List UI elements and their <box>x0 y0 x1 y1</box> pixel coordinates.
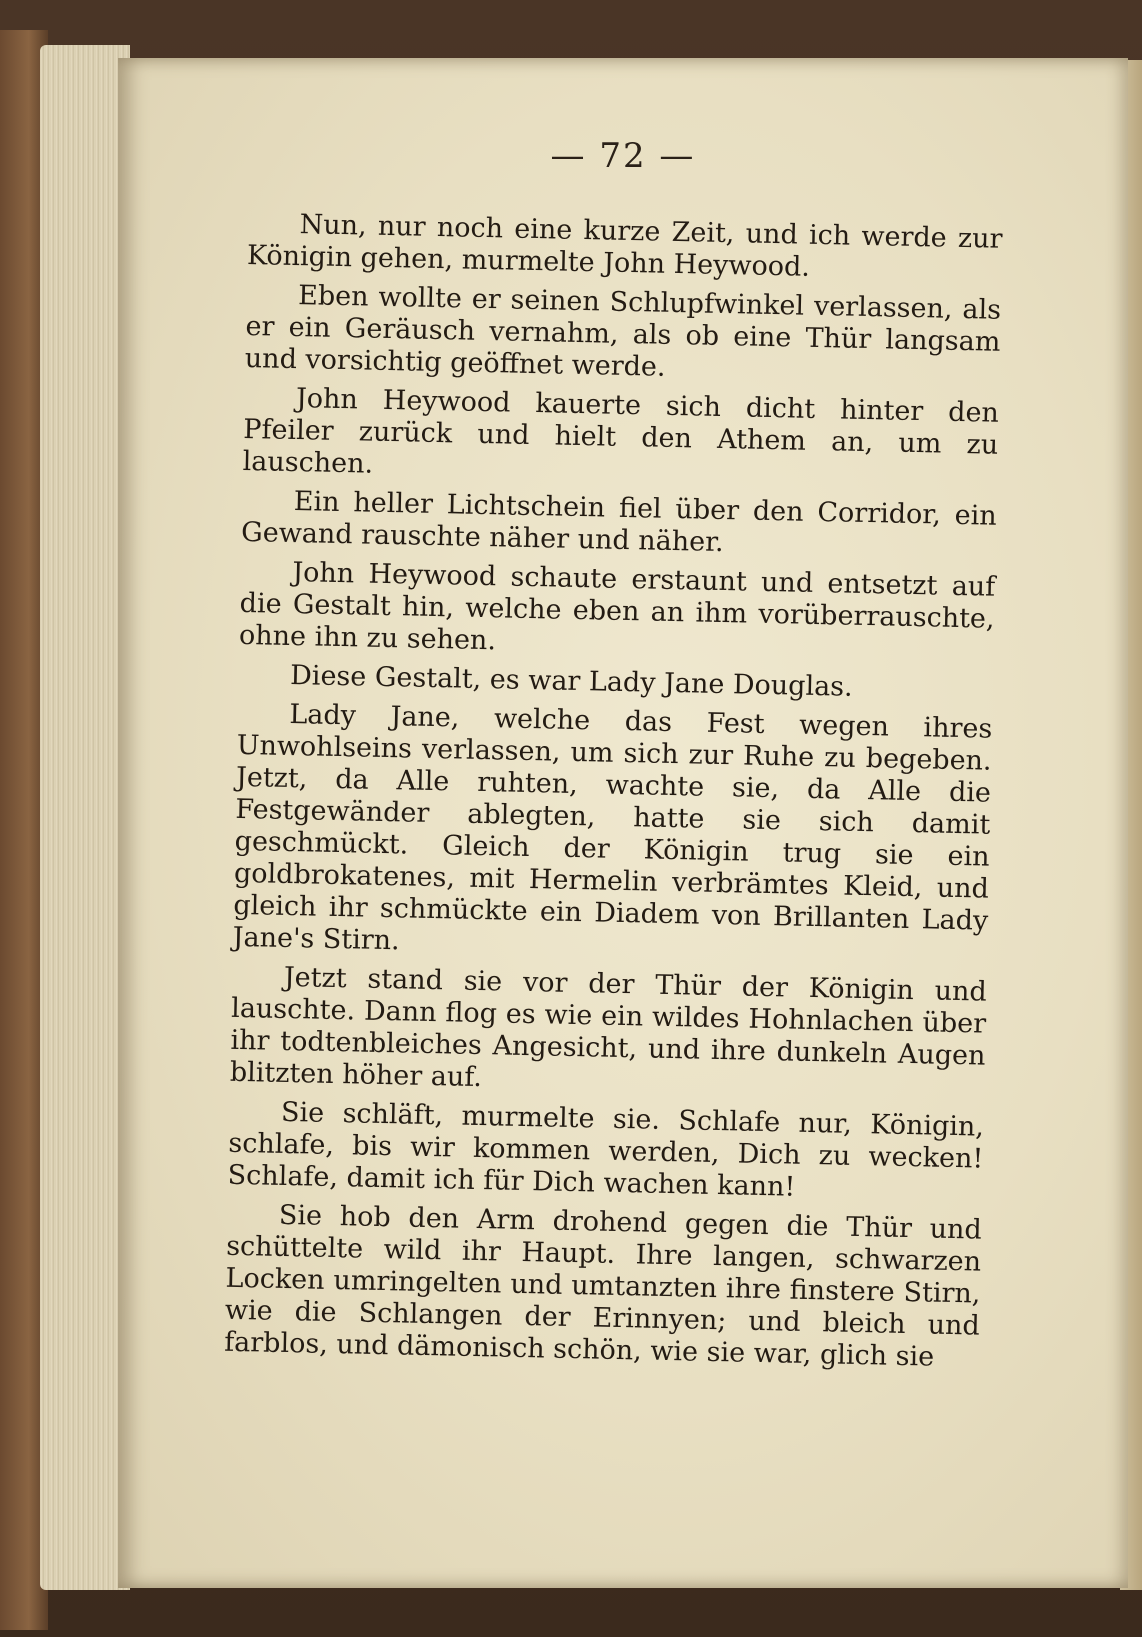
page-number: — 72 — <box>550 136 696 176</box>
paragraph: Eben wollte er seinen Schlupfwinkel verlassen, als er ein Geräusch vernahm, als ob eine Thür langsam und vorsichtig geöffnet werde. <box>244 280 1002 383</box>
paragraph: Diese Gestalt, es war Lady Jane Douglas. <box>289 659 853 703</box>
page-stack-edges <box>40 45 130 1590</box>
page-text <box>224 208 1003 1382</box>
paragraph: John Heywood kauerte sich dicht hinter den Pfeiler zurück und hielt den Athem an, um zu lauschen. <box>242 383 1000 480</box>
paragraph: Sie hob den Arm drohend gegen die Thür und schüttelte wild ihr Haupt. Ihre langen, schwarzen Locken umringelten und umtanzten ihre finstere Stirn, wie die Schlangen der Erinnyen; und bleich und farblos, und dämonisch schön, wie sie war, glich sie <box>223 1199 983 1373</box>
paragraph: Nun, nur noch eine kurze Zeit, und ich werde zur Königin gehen, murmelte John Heywood. <box>246 209 1003 283</box>
paragraph: Ein heller Lichtschein fiel über den Corridor, ein Gewand rauschte näher und näher. <box>240 486 998 559</box>
book-page <box>118 58 1128 1588</box>
paragraph: John Heywood schaute erstaunt und entsetzt auf die Gestalt hin, welche eben an ihm vorüberrauschte, ohne ihn zu sehen. <box>238 557 996 657</box>
paragraph: Jetzt stand sie vor der Thür der Königin und lauschte. Dann flog es wie ein wildes Hohnlachen über ihr todtenbleiches Angesicht, und ihre dunkeln Augen blitzten höher auf. <box>229 961 988 1094</box>
paragraph: Lady Jane, welche das Fest wegen ihres Unwohlseins verlassen, um sich zur Ruhe zu begeben. Jetzt, da Alle ruhten, wachte sie, da Alle die Festgewänder ablegten, hatte sie sich damit geschmückt. Gleich der Königin trug sie ein goldbrokatenes, mit Hermelin verbrämtes Kleid, und gleich ihr schmückte ein Diadem von Brillanten Lady Jane's Stirn. <box>232 698 993 957</box>
paragraph: Sie schläft, murmelte sie. Schlafe nur, Königin, schlafe, bis wir kommen werden, Dich zu wecken! Schlafe, damit ich für Dich wachen kann! <box>227 1096 985 1203</box>
